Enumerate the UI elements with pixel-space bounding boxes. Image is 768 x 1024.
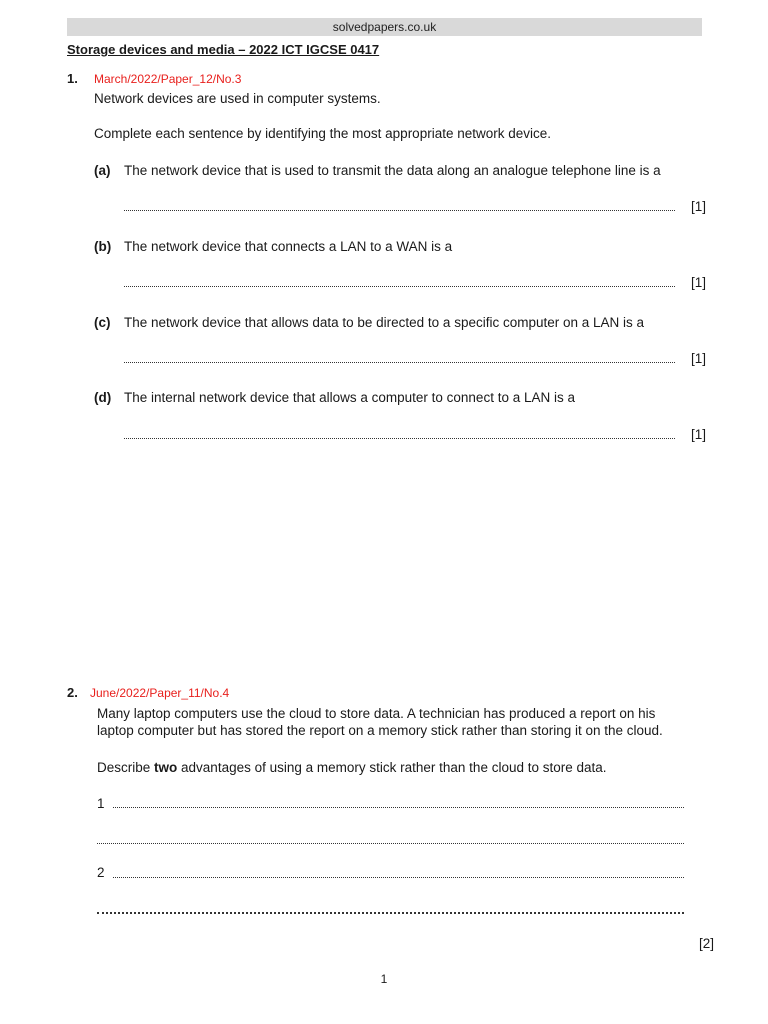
question-2-instruction [97,760,607,775]
answer-label-2: 2 [97,865,105,880]
question-2-paragraph-line-2: laptop computer but has stored the report on a memory stick rather than storing it on the cloud. [97,723,663,738]
part-text: The network device that allows data to be directed to a specific computer on a LAN is a [124,315,645,330]
answer-line[interactable] [124,438,675,439]
question-2-reference: June/2022/Paper_11/No.4 [90,686,230,700]
part-text: The network device that connects a LAN to a WAN is a [124,239,453,254]
mark-allocation: [1] [691,275,707,290]
mark-allocation: [1] [691,199,707,214]
part-text: The internal network device that allows a computer to connect to a LAN is a [124,390,575,405]
question-2-number: 2. [67,685,78,700]
part-label: (c) [94,315,111,330]
part-label: (d) [94,390,112,405]
page-number: 1 [380,972,388,986]
question-1-reference: March/2022/Paper_12/No.3 [94,72,242,86]
question-1-intro: Network devices are used in computer systems. [94,91,381,106]
document-title: Storage devices and media – 2022 ICT IGCSE 0417 [67,42,380,57]
part-label: (b) [94,239,112,254]
answer-line[interactable] [124,210,675,211]
answer-line[interactable] [97,912,684,914]
question-1-number: 1. [67,71,78,86]
site-header-banner: solvedpapers.co.uk [67,18,702,36]
answer-line[interactable] [113,807,684,808]
instruction-text: Describe [97,760,155,775]
answer-line[interactable] [113,877,684,878]
mark-allocation: [1] [691,351,707,366]
answer-label-1: 1 [97,796,105,811]
answer-line[interactable] [124,362,675,363]
question-2-paragraph-line-1: Many laptop computers use the cloud to store data. A technician has produced a report on his [97,706,656,721]
mark-allocation: [1] [691,427,707,442]
instruction-text: advantages of using a memory stick rather than the cloud to store data. [177,760,607,775]
part-label: (a) [94,163,111,178]
answer-line[interactable] [97,843,684,844]
mark-allocation: [2] [699,936,715,951]
answer-line[interactable] [124,286,675,287]
instruction-emphasis: two [154,760,178,775]
question-1-instruction: Complete each sentence by identifying the most appropriate network device. [94,126,552,141]
part-text: The network device that is used to transmit the data along an analogue telephone line is a [124,163,661,178]
